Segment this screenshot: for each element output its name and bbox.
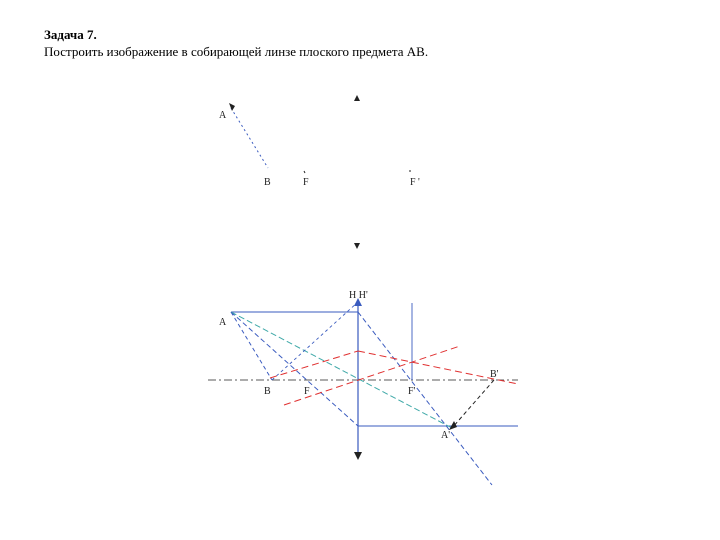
ray-b-to-lens <box>272 302 358 380</box>
task-statement: Построить изображение в собирающей линзе плоского предмета АВ. <box>44 44 429 59</box>
label-a: A <box>219 317 227 328</box>
lens-bottom-arrowhead <box>354 243 360 249</box>
lens-arrow-bottom <box>354 452 362 460</box>
top-label-b: B <box>264 177 271 188</box>
bottom-figure <box>208 290 518 485</box>
label-f-prime: F' <box>408 386 416 397</box>
focus-f-tick <box>304 171 305 173</box>
top-label-f: F <box>303 177 309 188</box>
image-ba-line <box>452 380 494 428</box>
top-figure <box>219 95 420 249</box>
label-a-image: A' <box>441 430 451 441</box>
top-label-a: A <box>219 110 227 121</box>
ray-refracted-dashed <box>358 312 492 485</box>
top-label-f-prime: F ' <box>410 177 420 188</box>
task-number: Задача 7. <box>44 27 97 42</box>
object-ab-line <box>231 108 268 168</box>
label-b: B <box>264 386 271 397</box>
lens-top-arrowhead <box>354 95 360 101</box>
label-b-image: B' <box>490 369 499 380</box>
label-f: F <box>304 386 310 397</box>
object-a-arrowhead <box>229 103 235 111</box>
focal-red-line-3 <box>284 346 460 405</box>
label-h: H H' <box>349 290 368 301</box>
